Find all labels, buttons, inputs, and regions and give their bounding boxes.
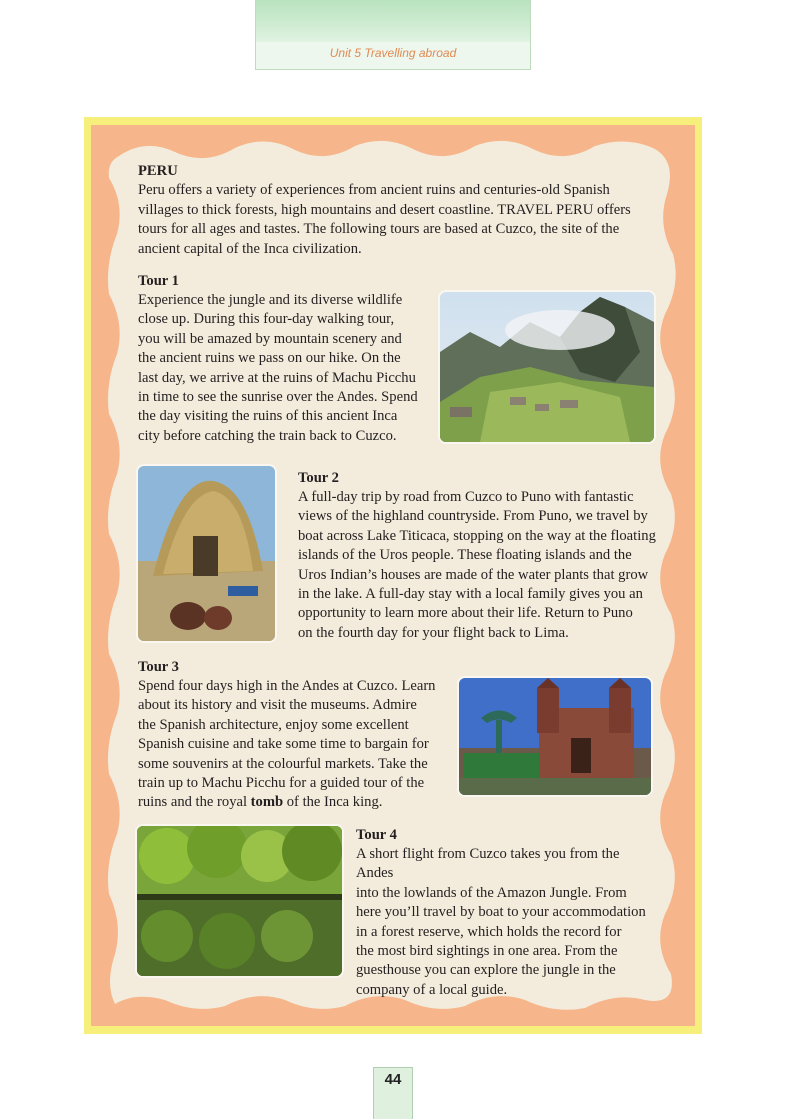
tour-line: Spend four days high in the Andes at Cuzco. Learn: [138, 678, 436, 694]
machu-picchu-photo: [440, 292, 654, 442]
tour-line: boat across Lake Titicaca, stopping on the way at the floating: [298, 527, 656, 544]
intro-line: villages to thick forests, high mountains and desert coastline. TRAVEL PERU offers: [138, 201, 631, 218]
tour-line: about its history and visit the museums. Admire: [138, 697, 417, 714]
page-number: 44: [384, 1071, 402, 1088]
tour-line: Uros Indian’s houses are made of the water plants that grow: [298, 566, 649, 583]
tour-line: the most bird sightings in one area. From the: [356, 943, 618, 960]
tour-line: views of the highland countryside. From Puno, we travel by: [298, 508, 648, 525]
intro-line: ancient capital of the Inca civilization.: [138, 240, 362, 257]
tour-line: city before catching the train back to Cuzco.: [138, 427, 397, 444]
tour-line: A short flight from Cuzco takes you from the Andes: [356, 846, 620, 882]
tour-line: in the lake. A full-day stay with a local family gives you an: [298, 586, 643, 603]
tour-1-title: Tour 1: [138, 273, 179, 289]
tour-line: you will be amazed by mountain scenery and: [138, 330, 402, 347]
tour-line-last: [138, 793, 458, 812]
tour-line: Spanish cuisine and take some time to bargain for: [138, 736, 429, 753]
tour-line: Experience the jungle and its diverse wildlife: [138, 292, 403, 308]
amazon-jungle-photo: [137, 826, 342, 976]
tour-line: here you’ll travel by boat to your accommodation: [356, 904, 646, 921]
tour-2-title: Tour 2: [298, 470, 339, 486]
unit-label: Unit 5 Travelling abroad: [329, 46, 457, 60]
tour-line: on the fourth day for your flight back to Lima.: [298, 624, 569, 641]
tour-4-title: Tour 4: [356, 827, 397, 843]
uros-house-photo: [138, 466, 275, 641]
tour-line: opportunity to learn more about their life. Return to Puno: [298, 605, 633, 622]
tour-line: train up to Machu Picchu for a guided tour of the: [138, 775, 425, 792]
tour-3-title: Tour 3: [138, 659, 179, 675]
tour-line: the day visiting the ruins of this ancient Inca: [138, 408, 398, 425]
intro-line: tours for all ages and tastes. The following tours are based at Cuzco, the site of the: [138, 221, 620, 237]
tour-line: last day, we arrive at the ruins of Machu Picchu: [138, 369, 416, 386]
tour-line: some souvenirs at the colourful markets. Take the: [138, 755, 428, 772]
tour-line: guesthouse you can explore the jungle in the: [356, 962, 616, 979]
page-number-tab: [373, 1067, 413, 1119]
tour-line: close up. During this four-day walking tour,: [138, 311, 395, 328]
tour-line: islands of the Uros people. These floating islands and the: [298, 547, 632, 564]
tour-line: the ancient ruins we pass on our hike. On the: [138, 350, 401, 367]
tour-1-text: [138, 291, 438, 446]
tour-line: A full-day trip by road from Cuzco to Puno with fantastic: [298, 489, 634, 505]
peru-heading: PERU: [138, 163, 178, 179]
tour-3-text: [138, 677, 458, 813]
tour-line-text: ruins and the royal: [138, 794, 251, 811]
tour-line: in time to see the sunrise over the Andes. Spend: [138, 389, 418, 406]
tomb-bold-word: tomb: [250, 794, 284, 811]
intro-line: Peru offers a variety of experiences from ancient ruins and centuries-old Spanish: [138, 182, 610, 198]
tour-line: in a forest reserve, which holds the record for: [356, 923, 622, 940]
tour-line: into the lowlands of the Amazon Jungle. From: [356, 884, 627, 901]
tour-2-text: [298, 488, 658, 643]
tour-line-text: of the Inca king.: [283, 794, 383, 811]
tour-4-text: [356, 845, 656, 1000]
tour-line: the Spanish architecture, enjoy some excellent: [138, 716, 409, 733]
tour-line: company of a local guide.: [356, 981, 508, 998]
cuzco-cathedral-photo: [459, 678, 651, 795]
